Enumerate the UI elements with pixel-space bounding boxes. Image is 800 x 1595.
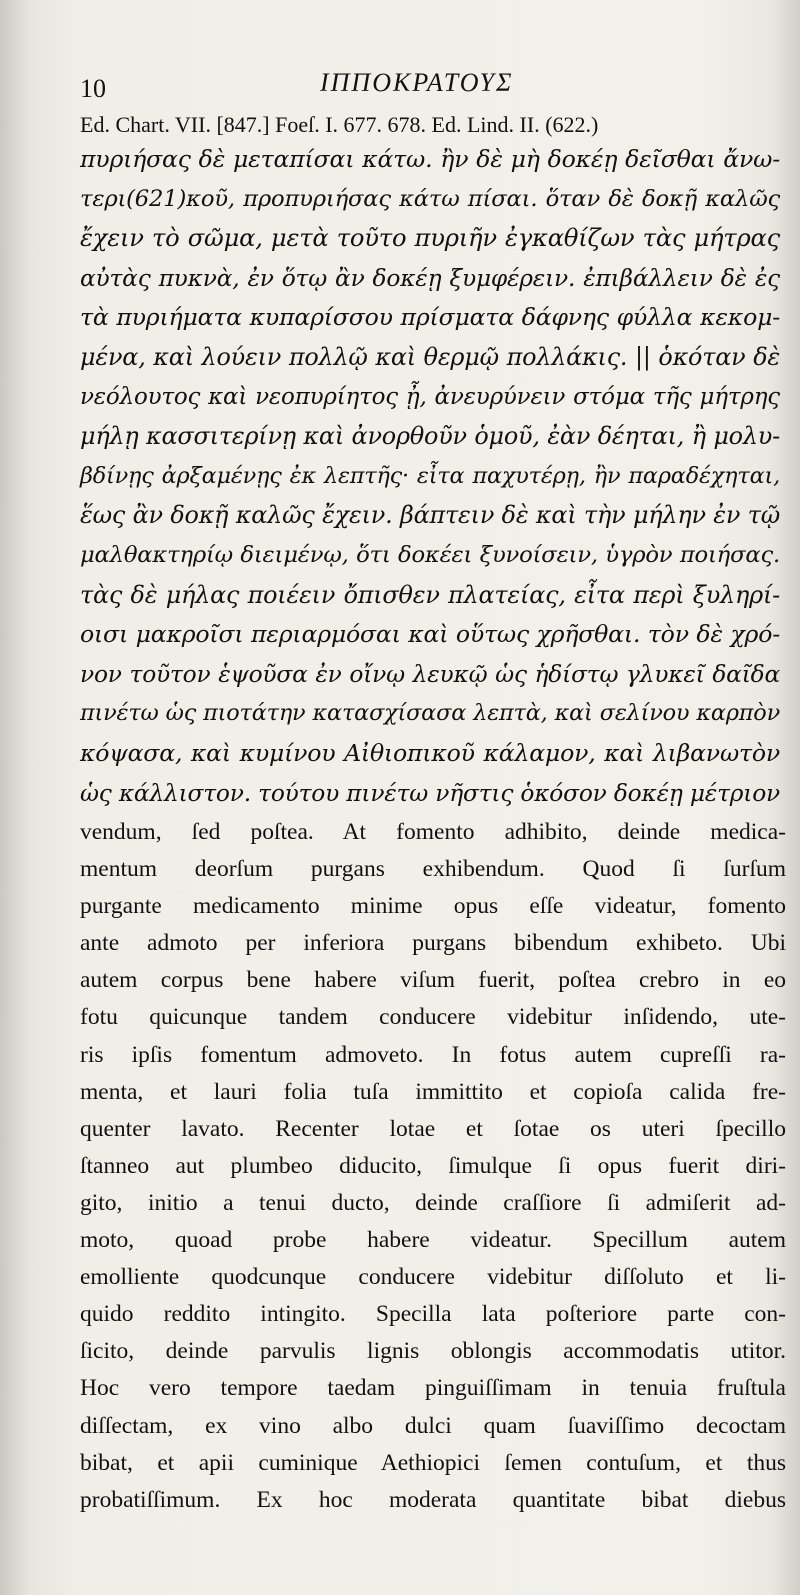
latin-text-line: emolliente quodcunque conducere videbitur diſſoluto et li- (80, 1264, 786, 1291)
latin-text-line: quido reddito intingito. Specilla lata poſteriore parte con- (80, 1301, 786, 1328)
greek-text-line: τὰς δὲ μήλας ποιέειν ὄπισθεν πλατείας, εἶτα περὶ ξυληρί- (80, 580, 780, 609)
greek-text-line: μήλῃ κασσιτερίνῃ καὶ ἀνορθοῦν ὁμοῦ, ἐὰν δέηται, ἢ μολυ- (80, 422, 780, 451)
greek-text-line: οισι μακροῖσι περιαρμόσαι καὶ οὕτως χρῆσθαι. τὸν δὲ χρό- (80, 620, 780, 649)
latin-text-line: probatiſſimum. Ex hoc moderata quantitate bibat diebus (80, 1486, 786, 1513)
latin-text-line: moto, quoad probe habere videatur. Specillum autem (80, 1227, 786, 1254)
greek-text-line: βδίνῃς ἀρξαμένῃς ἐκ λεπτῆς· εἶτα παχυτέρῃ, ἢν παραδέχηται, (80, 462, 780, 489)
latin-text-line: ante admoto per inferiora purgans bibendum exhibeto. Ubi (80, 930, 786, 957)
latin-text-line: ſtanneo aut plumbeo diducito, ſimulque ſi opus fuerit diri- (80, 1152, 786, 1179)
latin-text-line: vendum, ſed poſtea. At fomento adhibito, deinde medica- (80, 819, 786, 845)
latin-text-line: Hoc vero tempore taedam pinguiſſimam in tenuia fruſtula (80, 1375, 786, 1402)
greek-text-line: τὰ πυριήματα κυπαρίσσου πρίσματα δάφνης φύλλα κεκομ- (80, 303, 780, 332)
latin-text-line: quenter lavato. Recenter lotae et ſotae os uteri ſpecillo (80, 1115, 786, 1142)
greek-text-line: ἔχειν τὸ σῶμα, μετὰ τοῦτο πυριῆν ἐγκαθίζων τὰς μήτρας (80, 224, 780, 253)
greek-text-line: τερι(621)κοῦ, προπυριήσας κάτω πίσαι. ὅταν δὲ δοκῇ καλῶς (80, 185, 780, 212)
greek-text-line: πινέτω ὡς πιοτάτην κατασχίσασα λεπτὰ, καὶ σελίνου καρπὸν (80, 700, 780, 727)
page-header (80, 68, 780, 114)
latin-text-line: purgante medicamento minime opus eſſe videatur, fomento (80, 893, 786, 920)
greek-text-line: πυριήσας δὲ μεταπίσαι κάτω. ἢν δὲ μὴ δοκέῃ δεῖσθαι ἄνω- (80, 145, 780, 173)
latin-text-line: bibat, et apii cuminique Aethiopici ſemen contuſum, et thus (80, 1449, 786, 1476)
latin-text-line: ris ipſis fomentum admoveto. In fotus autem cupreſſi ra- (80, 1041, 786, 1068)
latin-text-line: gito, initio a tenui ducto, deinde craſſiore ſi admiſerit ad- (80, 1189, 786, 1216)
greek-text-line: νεόλουτος καὶ νεοπυρίητος ᾖ, ἀνευρύνειν στόμα τῆς μήτρης (80, 383, 780, 410)
page-number: 10 (80, 74, 106, 103)
edition-references: Ed. Chart. VII. [847.] Foeſ. I. 677. 678. Ed. Lind. II. (622.) (80, 112, 599, 137)
greek-text-line: κόψασα, καὶ κυμίνου Αἰθιοπικοῦ κάλαμον, καὶ λιβανωτὸν (80, 738, 780, 767)
latin-text-block (80, 814, 786, 1519)
latin-text-line: diſſectam, ex vino albo dulci quam ſuaviſſimo decoctam (80, 1412, 786, 1439)
latin-text-line: ſicito, deinde parvulis lignis oblongis accommodatis utitor. (80, 1338, 786, 1365)
greek-text-line: ὡς κάλλιστον. τούτου πινέτω νῆστις ὁκόσον δοκέῃ μέτριον (80, 779, 780, 807)
latin-text-line: mentum deorſum purgans exhibendum. Quod ſi ſurſum (80, 856, 786, 883)
greek-text-block (80, 140, 780, 813)
greek-text-line: μαλθακτηρίῳ διειμένῳ, ὅτι δοκέει ξυνοίσειν, ὑγρὸν ποιήσας. (80, 541, 780, 568)
running-title: ΙΠΠΟΚΡΑΤΟΥΣ (320, 68, 514, 97)
latin-text-line: menta, et lauri folia tuſa immittito et copioſa calida fre- (80, 1078, 786, 1105)
greek-text-line: ἕως ἂν δοκῇ καλῶς ἔχειν. βάπτειν δὲ καὶ τὴν μήλην ἐν τῷ (80, 501, 780, 530)
greek-text-line: νον τοῦτον ἑψοῦσα ἐν οἴνῳ λευκῷ ὡς ἡδίστῳ γλυκεῖ δαῖδα (80, 660, 780, 688)
greek-text-line: αὐτὰς πυκνὰ, ἐν ὅτῳ ἂν δοκέῃ ξυμφέρειν. ἐπιβάλλειν δὲ ἐς (80, 264, 780, 292)
latin-text-line: fotu quicunque tandem conducere videbitur inſidendo, ute- (80, 1004, 786, 1031)
greek-text-line: μένα, καὶ λούειν πολλῷ καὶ θερμῷ πολλάκις. || ὁκόταν δὲ (80, 342, 780, 371)
latin-text-line: autem corpus bene habere viſum fuerit, poſtea crebro in eo (80, 967, 786, 994)
